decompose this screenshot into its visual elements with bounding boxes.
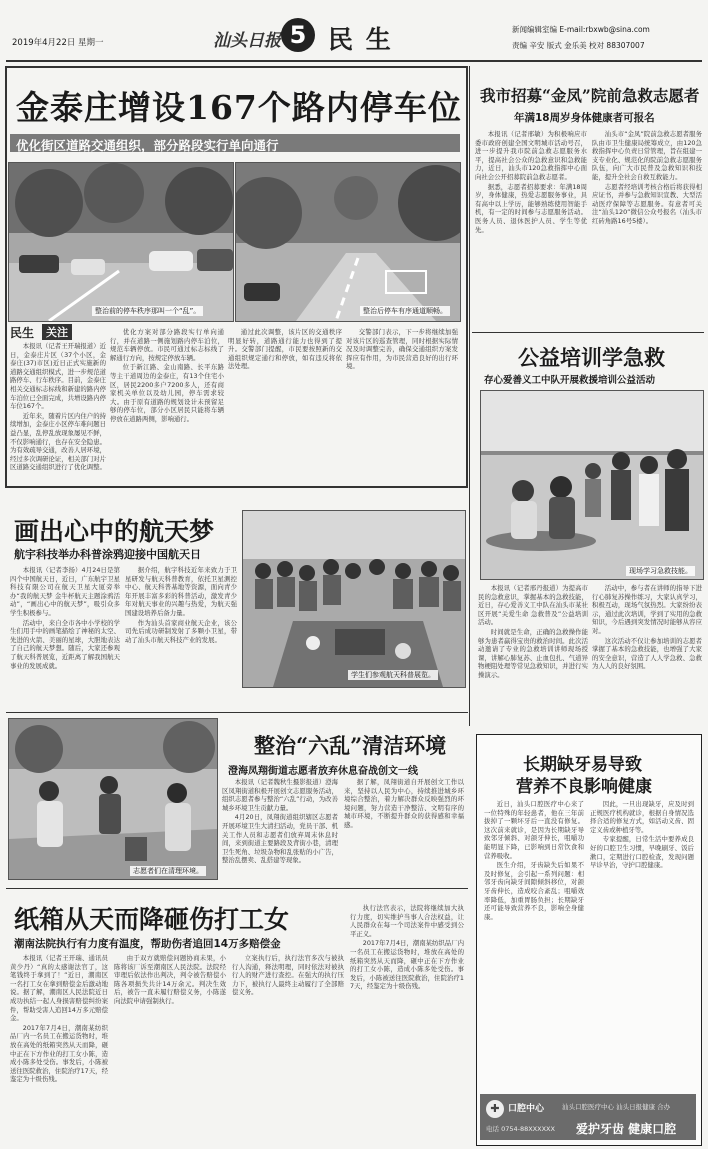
lead-paragraph: 位于新江路、金山南路、长平东路等主干道周边的金泰庄，有13个住宅小区，居民2200多户7200多人，还有商家机关单位以及幼儿园，停车需求较大。由于原有道路的规划设计未预留足够的停车位，部分小区居民只能将车辆停放在道路两侧，影响通行。 xyxy=(110,363,224,423)
training-headline: 公益培训学急救 xyxy=(518,345,665,370)
ad-sponsors: 汕头口腔医疗中心 汕头日报健康 合办 xyxy=(562,1103,671,1111)
teeth-paragraph: 专家提醒，日常生活中要养成良好的口腔卫生习惯，早晚刷牙、饭后漱口，定期进行口腔检查，发现问题早诊早治，守护口腔健康。 xyxy=(590,835,694,870)
six-body-col1 xyxy=(222,778,338,884)
recruit-headline: 我市招募“金凤”院前急救志愿者 xyxy=(480,86,700,105)
kicker-tag: 关注 xyxy=(42,324,72,340)
training-paragraph: 这次活动不仅让参加培训的志愿者掌握了基本的急救技能，也增强了大家的安全意识，营造了人人学急救、急救为人人的良好氛围。 xyxy=(592,636,702,671)
dream-divider xyxy=(6,712,468,713)
dream-paragraph: 本报讯（记者李扬）4月24日是第四个中国航天日，近日，广东航宇卫星科技有限公司在航天卫星大厦旁举办“我的航天梦 金牛杯航天主题涂鸦活动”，“画出心中的航天梦”，吸引众多学生积极参与。 xyxy=(10,566,120,617)
lead-body-col4 xyxy=(346,328,458,480)
six-photo xyxy=(8,718,218,880)
recruit-body-col2 xyxy=(592,130,702,328)
dream-paragraph: 据介绍，航宇科技近年来致力于卫星研发与航天科普教育，依托卫星测控中心、航天科普基地等资源，面向青少年开展丰富多彩的科普活动，激发青少年对航天事业的兴趣与热爱，为航天强国建设培养后备力量。 xyxy=(125,566,237,617)
recruit-divider xyxy=(472,332,704,333)
recruit-paragraph: 志愿者经培训考核合格后将获得相应证书，并参与急救知识宣教、大型活动医疗保障等志愿服务。有意者可关注“汕头120”微信公众号报名（汕头市红砖角路16号5楼）。 xyxy=(592,182,702,225)
carton-body-col1 xyxy=(10,954,108,1144)
lead-kicker xyxy=(10,324,88,339)
six-headline: 整治“六乱”清洁环境 xyxy=(254,733,447,758)
lead-paragraph: 近年来，随着片区内住户的持续增加，金泰庄小区停车难问题日益凸显，乱停乱放现象屡见不鲜，不仅影响通行，也存在安全隐患。为有效疏导交通，改善人居环境，经过多次调研论证，相关部门对片区道路交通组织进行了优化调整。 xyxy=(10,411,106,472)
lead-subtitle-bar xyxy=(10,134,460,152)
carton-paragraph: 本报讯（记者王开瑞、通讯员黄少丹）“真的太感谢法官了，这笔钱终于拿到了！”近日，潮南区一名打工女在拿到赔偿金后激动地说。据了解，潮南区人民法院近日成功执结一起人身损害赔偿纠纷案件，帮助受害人追回14万多元赔偿金。 xyxy=(10,954,108,1023)
carton-body-col3 xyxy=(232,954,344,1144)
six-body-col2 xyxy=(344,778,464,884)
teeth-paragraph: 因此，一旦出现缺牙，应及时到正规医疗机构就诊，根据自身情况选择合适的修复方式，如活动义齿、固定义齿或种植牙等。 xyxy=(590,800,694,834)
header-rule xyxy=(6,60,702,62)
carton-paragraph: 2017年7月4日，潮南某纺织品厂内一名员工在搬运货物时，堆放在高处的纸箱突然从天而降，砸中正在下方作业的打工女小陈，造成小陈多处受伤。事发后，小陈被送往医院救治，住院治疗17天，经鉴定为十级伤残。 xyxy=(350,939,464,991)
training-photo xyxy=(480,390,704,580)
lead-body-col3 xyxy=(228,328,342,480)
recruit-paragraph: 汕头市“金凤”院前急救志愿者服务队由市卫生健康局统筹成立，由120急救指挥中心负责日常管理，旨在组建一支专业化、规范化的院前急救志愿服务队伍，向广大市民普及急救知识和技能，提升全社会自救互救能力。 xyxy=(592,130,702,181)
dental-ad-banner xyxy=(480,1094,696,1140)
recruit-subtitle: 年满18周岁身体健康者可报名 xyxy=(514,112,655,124)
carton-subtitle: 潮南法院执行有力度有温度，帮助伤者追回14万多赔偿金 xyxy=(14,938,281,950)
carton-paragraph: 执行法官表示，法院将继续加大执行力度，切实维护当事人合法权益，让人民群众在每一个司法案件中感受到公平正义。 xyxy=(350,904,464,938)
training-caption: 现场学习急救技能。 xyxy=(626,566,695,576)
first-aid-training-image xyxy=(481,391,703,579)
page-number-badge xyxy=(281,18,315,52)
ad-phone: 电话 0754-88XXXXXX xyxy=(486,1125,555,1133)
six-divider xyxy=(6,888,468,889)
lead-headline: 金泰庄增设167个路内停车位 xyxy=(16,88,462,127)
six-paragraph: 4月20日，凤翔街道组织辖区志愿者开展环境卫生大清扫活动，党员干部、机关工作人员和志愿者们放弃周末休息时间，来到街道主要路段及背街小巷，清理卫生死角、垃圾杂物和乱张贴的小广告，整治乱摆卖、乱搭建等现象。 xyxy=(222,813,338,865)
newspaper-logo: 汕头日报 xyxy=(213,31,281,51)
section-email: 新闻编辑室编 E-mail:rbxwb@sina.com xyxy=(512,25,650,34)
ad-slogan: 爱护牙齿 健康口腔 xyxy=(576,1122,677,1136)
dream-headline: 画出心中的航天梦 xyxy=(14,517,215,546)
carton-headline: 纸箱从天而降砸伤打工女 xyxy=(14,905,290,934)
recruit-paragraph: 据悉，志愿者招募要求：年满18周岁，身体健康，热爱志愿服务事业，具有高中以上学历，能够熟练使用智能手机，有一定的时间参与志愿服务活动。医务人员、退休医护人员、学生等优先。 xyxy=(475,182,587,234)
dream-body-col2 xyxy=(125,566,237,708)
lead-caption-before: 整治前的停车秩序那叫一个“乱”。 xyxy=(92,306,203,316)
six-paragraph: 本报讯（记者魏秋生摄影报道）澄海区凤翔街道积极开展创文志愿服务活动，组织志愿者参与整治“六乱”行动，为改善城乡环境卫生贡献力量。 xyxy=(222,778,338,812)
teeth-headline-line2: 营养不良影响健康 xyxy=(516,777,652,797)
lead-paragraph: 本报讯（记者王开瑞报道）近日，金泰庄片区（37个小区，金泰庄(37)市区)近日正式实施新的道路交通组织模式，进一步规范道路停车、行车秩序。目前，金泰庄相关交通标志标线和新建的路内停车泊位已全面完成，共增设路内停车位167个。 xyxy=(10,342,106,411)
column-divider xyxy=(469,66,470,726)
carton-body-col2 xyxy=(114,954,226,1144)
recruit-body-col1 xyxy=(475,130,587,328)
training-paragraph: 时间就是生命，正确的急救操作能够为患者赢得宝贵的救治时间。此次活动邀请了专业的急救培训讲师现场授课，讲解心肺复苏、止血包扎、气道异物梗阻处理等常见急救知识，并进行实操演示。 xyxy=(478,627,588,679)
recruit-paragraph: 本报讯（记者邢敏）为积极响应市委市政府创建全国文明城市活动号召，进一步提升我市院前急救志愿服务水平，提高社会公众的急救意识和急救能力，近日，汕头市120急救指挥中心面向社会公开招募院前急救志愿者。 xyxy=(475,130,587,181)
carton-paragraph: 2017年7月4日，潮南某纺织品厂内一名员工在搬运货物时，堆放在高处的纸箱突然从天而降，砸中正在下方作业的打工女小陈，造成小陈多处受伤。事发后，小陈被送往医院救治，住院治疗17天，经鉴定为十级伤残。 xyxy=(10,1023,108,1084)
lead-photo-after xyxy=(235,162,461,322)
section-editors: 责编 辛安 版式 金乐美 校对 88307007 xyxy=(512,41,645,50)
lead-subtitle: 优化街区道路交通组织，部分路段实行单向通行 xyxy=(16,138,279,153)
teeth-body-col1 xyxy=(484,800,584,1084)
lead-body-col1 xyxy=(10,342,106,480)
dream-caption: 学生们参观航天科普展览。 xyxy=(348,670,438,680)
lead-caption-after: 整治后停车有序通道顺畅。 xyxy=(360,306,450,316)
space-exhibit-image xyxy=(243,511,465,687)
carton-paragraph: 由于双方就赔偿问题协商未果，小陈将该厂诉至潮南区人民法院。法院经审理后依法作出判决，判令被告赔偿小陈各项损失共计14万余元。判决生效后，被告一直未履行赔偿义务，小陈遂向法院申请强制执行。 xyxy=(114,954,226,1005)
six-paragraph: 据了解，凤翔街道自开展创文工作以来，坚持以人民为中心，持续推进城乡环境综合整治，着力解决群众反映强烈的环境问题，努力营造干净整洁、文明有序的城市环境，不断提升群众的获得感和幸福感。 xyxy=(344,778,464,829)
lead-body-col2 xyxy=(110,328,224,480)
dream-body-col1 xyxy=(10,566,120,708)
dream-photo xyxy=(242,510,466,688)
carton-body-col4 xyxy=(350,904,464,1144)
teeth-headline-line1: 长期缺牙易导致 xyxy=(523,755,642,775)
ad-name: 口腔中心 xyxy=(508,1104,545,1114)
training-paragraph: 活动中，参与者在讲师的指导下进行心肺复苏操作练习，大家认真学习，积极互动，现场气氛热烈。大家纷纷表示，通过此次培训，学到了实用的急救知识，今后遇到突发情况时能够从容应对。 xyxy=(592,584,702,635)
issue-date: 2019年4月22日 星期一 xyxy=(12,38,104,48)
training-body-col1 xyxy=(478,584,588,724)
page-number: 5 xyxy=(289,21,307,49)
masthead xyxy=(0,0,708,62)
training-body-col2 xyxy=(592,584,702,724)
section-title: 民 生 xyxy=(328,25,393,54)
teeth-paragraph: 医生介绍，牙齿缺失后如果不及时修复，会引起一系列问题：相邻牙齿向缺牙间隙倾斜移位，对颌牙齿伸长，造成咬合紊乱；咀嚼效率降低，加重胃肠负担；长期缺牙还可能导致营养不良，影响全身健康。 xyxy=(484,861,584,921)
lead-paragraph: 交警部门表示，下一步将继续加强对该片区的巡查管理，同时根据实际情况及时调整完善，确保交通组织方案发挥应有作用，为市民营造良好的出行环境。 xyxy=(346,328,458,371)
six-caption: 志愿者们在清理环境。 xyxy=(130,866,206,876)
six-subtitle: 澄海凤翔街道志愿者放弃休息奋战创文一线 xyxy=(228,766,418,777)
training-paragraph: 本报讯（记者邢丹报道）为提高市民的急救意识，掌握基本的急救技能，近日，存心爱善义工中队在汕头市某社区开展“关爱生命 急救普及”公益培训活动。 xyxy=(478,584,588,627)
street-after-image xyxy=(236,163,460,321)
carton-paragraph: 立案执行后，执行法官多次与被执行人沟通，释法明理，同时依法对被执行人的财产进行查控。在强大的执行压力下，被执行人最终主动履行了全部赔偿义务。 xyxy=(232,954,344,997)
tooth-icon: ✚ xyxy=(486,1100,504,1118)
training-subtitle: 存心爱善义工中队开展救援培训公益活动 xyxy=(484,375,656,386)
street-before-image xyxy=(9,163,233,321)
teeth-paragraph: 近日，汕头口腔医疗中心来了一位特殊的年轻患者，他在三年前拔掉了一颗坏牙后一直没有修复。这次前来就诊，是因为长期缺牙导致邻牙倾斜、对颌牙伸长，咀嚼功能明显下降，已影响到日常饮食和营养吸收。 xyxy=(484,800,584,860)
kicker-label: 民生 xyxy=(10,326,35,340)
lead-paragraph: 优化方案对部分路段实行单向通行，并在道路一侧施划路内停车泊位，规范车辆停放。市民可通过标志标线了解通行方向，按规定停放车辆。 xyxy=(110,328,224,362)
teeth-body-col2 xyxy=(590,800,694,1084)
volunteers-cleaning-image xyxy=(9,719,217,879)
lead-photo-before xyxy=(8,162,234,322)
dream-paragraph: 活动中，来自全市各中小学校的学生们用手中的画笔描绘了神秘的太空、先进的火箭、美丽的星球，大胆地表达了自己的航天梦想。随后，大家还参观了航天科普展览，近距离了解我国航天事业的发展成就。 xyxy=(10,618,120,670)
lead-paragraph: 通过此次调整，该片区的交通秩序明显好转，道路通行能力也得到了提升。交警部门提醒，市民要按照新的交通组织规定通行和停放，如有违反将依法处理。 xyxy=(228,328,342,371)
dream-subtitle: 航宇科技举办科普涂鸦迎接中国航天日 xyxy=(14,548,201,561)
dream-paragraph: 作为汕头首家商业航天企业，该公司先后成功研制发射了多颗小卫星，带动了汕头市航天科技产业的发展。 xyxy=(125,618,237,644)
